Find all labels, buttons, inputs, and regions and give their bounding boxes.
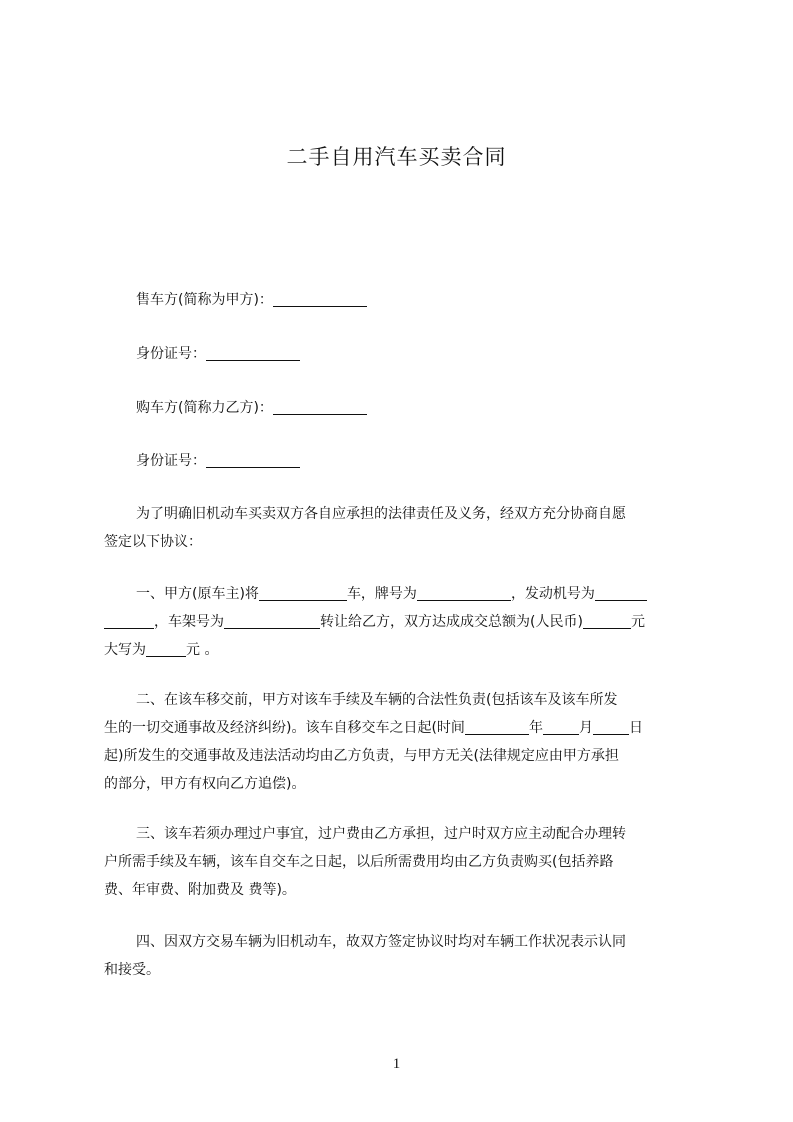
buyer-label: 购车方(简称力乙方)： [136, 400, 273, 416]
clause-2-year-text: 年 [528, 720, 543, 736]
clause-3-line-1: 三、该车若须办理过户事宜，过户费由乙方承担，过户时双方应主动配合办理转 [136, 826, 626, 842]
clause-4-line-1: 四、因双方交易车辆为旧机动车，故双方签定协议时均对车辆工作状况表示认同 [136, 934, 626, 950]
clause-1-text-a: 一、甲方(原车主)将 [136, 586, 259, 602]
clause-2-line-2 [104, 718, 700, 738]
clause-2-day-text: 日 [628, 720, 643, 736]
clause-2-line-4: 的部分，甲方有权向乙方追偿)。 [104, 776, 306, 792]
contract-title: 二手自用汽车买卖合同 [286, 145, 507, 169]
buyer-id-line [104, 451, 732, 471]
clause-2-line-3: 起)所发生的交通事故及违法活动均由乙方负责，与甲方无关(法律规定应由甲方承担 [104, 748, 619, 764]
clause-1-text-h: 元 。 [186, 642, 219, 658]
price-amount-blank[interactable] [583, 614, 631, 629]
vin-blank[interactable] [224, 614, 320, 629]
seller-id-line [104, 344, 732, 364]
engine-number-blank-cont[interactable] [104, 614, 154, 629]
buyer-id-blank[interactable] [206, 453, 300, 468]
clause-4-line-2: 和接受。 [104, 962, 160, 978]
handover-year-blank[interactable] [465, 720, 529, 735]
page-number: 1 [392, 1056, 401, 1072]
seller-id-blank[interactable] [206, 346, 300, 361]
seller-id-label: 身份证号： [136, 346, 206, 362]
clause-2-text-a: 生的一切交通事故及经济纠纷)。该车自移交车之日起(时间 [104, 720, 465, 736]
buyer-id-label: 身份证号： [136, 453, 206, 469]
clause-3-line-3: 费、年审费、附加费及 费等)。 [104, 882, 296, 898]
clause-1-text-f: 元 [630, 614, 645, 630]
clause-1-line-3 [104, 640, 700, 660]
engine-number-blank[interactable] [595, 586, 647, 601]
clause-2-line-1: 二、在该车移交前，甲方对该车手续及车辆的合法性负责(包括该车及该车所发 [136, 692, 618, 708]
seller-name-blank[interactable] [273, 292, 367, 307]
clause-1-text-b: 车，牌号为 [346, 586, 417, 602]
buyer-line [104, 398, 732, 418]
clause-3-line-2: 户所需手续及车辆，该车自交车之日起，以后所需费用均由乙方负责购买(包括养路 [104, 854, 614, 870]
intro-line-2: 签定以下协议： [104, 534, 202, 550]
seller-line [104, 290, 732, 310]
car-model-blank[interactable] [259, 586, 347, 601]
clause-1-text-c: ，发动机号为 [510, 586, 595, 602]
handover-month-blank[interactable] [543, 720, 579, 735]
buyer-name-blank[interactable] [273, 400, 367, 415]
intro-line-1: 为了明确旧机动车买卖双方各自应承担的法律责任及义务，经双方充分协商自愿 [136, 506, 626, 522]
clause-1-text-g: 大写为 [104, 642, 146, 658]
price-words-blank[interactable] [146, 642, 186, 657]
seller-label: 售车方(简称为甲方)： [136, 292, 273, 308]
handover-day-blank[interactable] [593, 720, 629, 735]
clause-1-line-2 [104, 612, 700, 632]
plate-number-blank[interactable] [417, 586, 511, 601]
clause-1-line-1 [104, 584, 732, 604]
clause-1-text-e: 转让给乙方，双方达成成交总额为(人民币) [320, 614, 583, 630]
clause-1-text-d: ，车架号为 [154, 614, 224, 630]
clause-2-month-text: 月 [578, 720, 593, 736]
